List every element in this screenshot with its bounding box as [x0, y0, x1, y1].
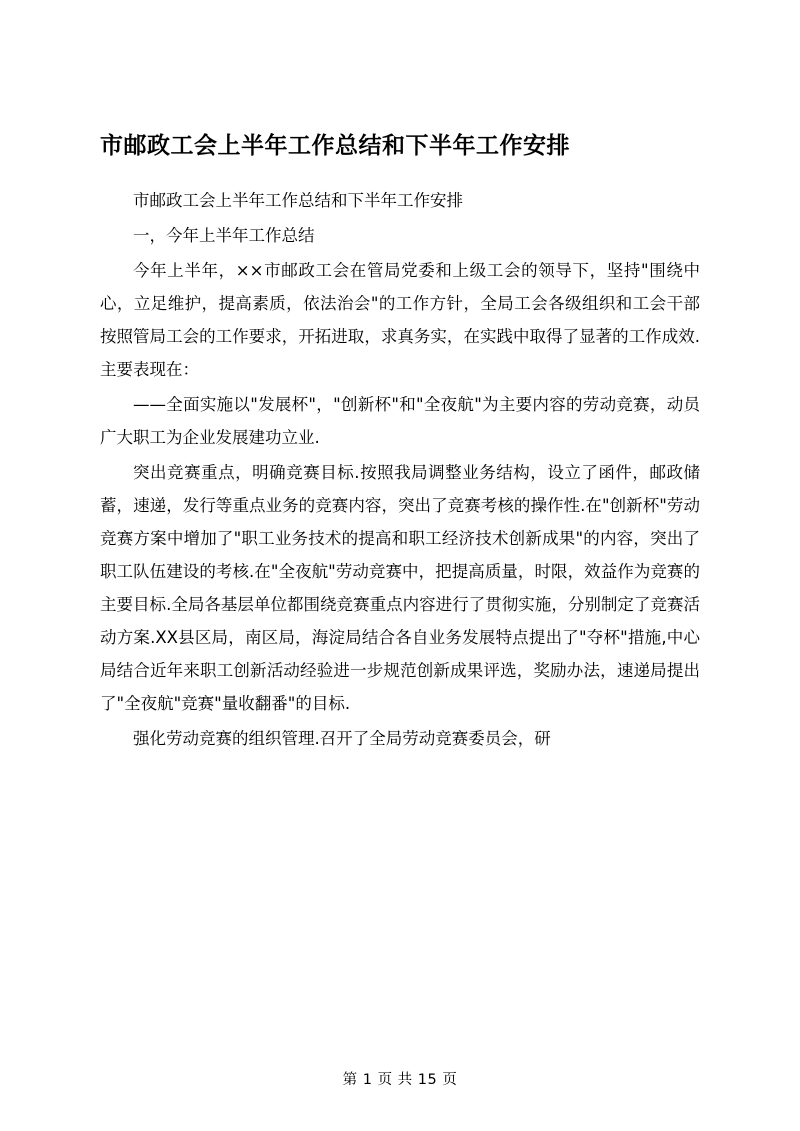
- paragraph-6: 强化劳动竞赛的组织管理.召开了全局劳动竞赛委员会，研: [133, 729, 551, 749]
- paragraph-2: 一，今年上半年工作总结: [133, 226, 315, 246]
- page-title: 市邮政工会上半年工作总结和下半年工作安排: [100, 133, 570, 159]
- paragraph-5: 突出竞赛重点，明确竞赛目标.按照我局调整业务结构，设立了函件，邮政储蓄，速递，发行等重点业务的竞赛内容，突出了竞赛考核的操作性.在"创新杯"劳动竞赛方案中增加了"职工业务技术的提高和职工经济技术创新成果"的内容，突出了职工队伍建设的考核.在"全夜航"劳动竞赛中，把提高质量，时限，效益作为竞赛的主要目标.全局各基层单位都围绕竞赛重点内容进行了贯彻实施，分别制定了竞赛活动方案.XX县区局，南区局，海淀局结合各自业务发展特点提出了"夺杯"措施,中心局结合近年来职工创新活动经验进一步规范创新成果评选，奖励办法，速递局提出了"全夜航"竞赛"量收翻番"的目标.: [100, 463, 700, 714]
- paragraph-3: 今年上半年，××市邮政工会在管局党委和上级工会的领导下，坚持"围绕中心，立足维护，提高素质，依法治会"的工作方针，全局工会各级组织和工会干部按照管局工会的工作要求，开拓进取，求真务实，在实践中取得了显著的工作成效.主要表现在：: [100, 261, 700, 380]
- document-body: [100, 130, 700, 757]
- paragraph-1: 市邮政工会上半年工作总结和下半年工作安排: [133, 191, 463, 211]
- paragraph-4: ——全面实施以"发展杯"，"创新杯"和"全夜航"为主要内容的劳动竞赛，动员广大职工为企业发展建功立业.: [100, 395, 700, 448]
- page-footer: 第 1 页 共 15 页: [342, 1072, 458, 1088]
